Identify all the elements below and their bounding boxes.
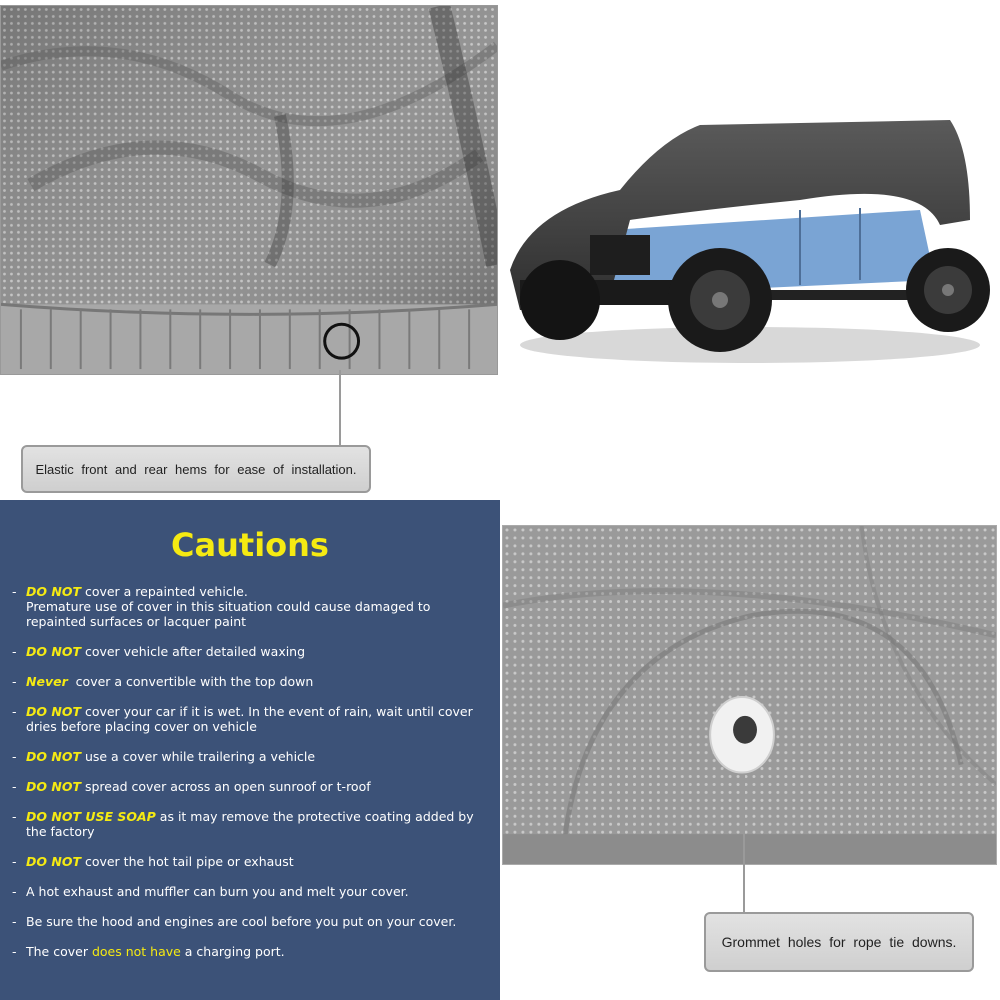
grommet-callout: Grommet holes for rope tie downs. (704, 912, 974, 972)
caution-lead: DO NOT (26, 854, 81, 869)
caution-dash: - (12, 749, 17, 764)
caution-item (12, 749, 492, 764)
grommet-callout-connector (743, 775, 745, 915)
caution-text: cover vehicle after detailed waxing (80, 644, 306, 659)
caution-lead: DO NOT USE SOAP (26, 809, 156, 824)
caution-item (12, 704, 492, 734)
caution-item (12, 914, 492, 929)
caution-dash: - (12, 704, 17, 719)
covered-suv-photo (500, 110, 998, 390)
cautions-title: Cautions (171, 526, 329, 564)
caution-text: cover your car if it is wet. In the event of rain, wait until cover dries before placing cover on vehicle (26, 704, 473, 734)
elastic-hem-callout: Elastic front and rear hems for ease of installation. (21, 445, 371, 493)
grommet-photo (502, 525, 997, 865)
caution-lead: DO NOT (26, 644, 81, 659)
caution-lead: Never (26, 674, 68, 689)
caution-dash: - (12, 809, 17, 824)
elastic-hem-photo (0, 5, 498, 375)
caution-item (12, 779, 492, 794)
caution-item (12, 674, 492, 689)
caution-text: as it may remove the protective coating added by the factory (26, 809, 474, 839)
caution-dash: - (12, 944, 17, 959)
caution-text: A hot exhaust and muffler can burn you and melt your cover. (26, 884, 409, 899)
caution-dash: - (12, 914, 17, 929)
caution-text: spread cover across an open sunroof or t-roof (80, 779, 371, 794)
caution-detail: Premature use of cover in this situation could cause damaged to repainted surfaces or lacquer paint (26, 599, 431, 629)
caution-dash: - (12, 644, 17, 659)
caution-item (12, 644, 492, 659)
cautions-list (12, 584, 492, 959)
caution-item (12, 854, 492, 869)
caution-text: use a cover while trailering a vehicle (80, 749, 316, 764)
caution-text: a charging port. (180, 944, 285, 959)
caution-lead: DO NOT (26, 584, 81, 599)
caution-text: cover the hot tail pipe or exhaust (80, 854, 294, 869)
caution-item (12, 584, 492, 629)
caution-dash: - (12, 779, 17, 794)
caution-lead: DO NOT (26, 749, 81, 764)
caution-lead: DO NOT (26, 779, 81, 794)
caution-text-pre: The cover (26, 944, 92, 959)
caution-dash: - (12, 854, 17, 869)
caution-lead: DO NOT (26, 704, 81, 719)
caution-dash: - (12, 584, 17, 599)
caution-text: Be sure the hood and engines are cool before you put on your cover. (26, 914, 457, 929)
caution-item (12, 809, 492, 839)
caution-highlight: does not have (91, 944, 181, 959)
caution-dash: - (12, 674, 17, 689)
caution-item (12, 884, 492, 899)
caution-text: cover a repainted vehicle. (80, 584, 248, 599)
caution-dash: - (12, 884, 17, 899)
caution-text: cover a convertible with the top down (67, 674, 314, 689)
elastic-callout-connector (339, 370, 341, 446)
cautions-panel (0, 500, 500, 1000)
caution-item (12, 944, 492, 959)
